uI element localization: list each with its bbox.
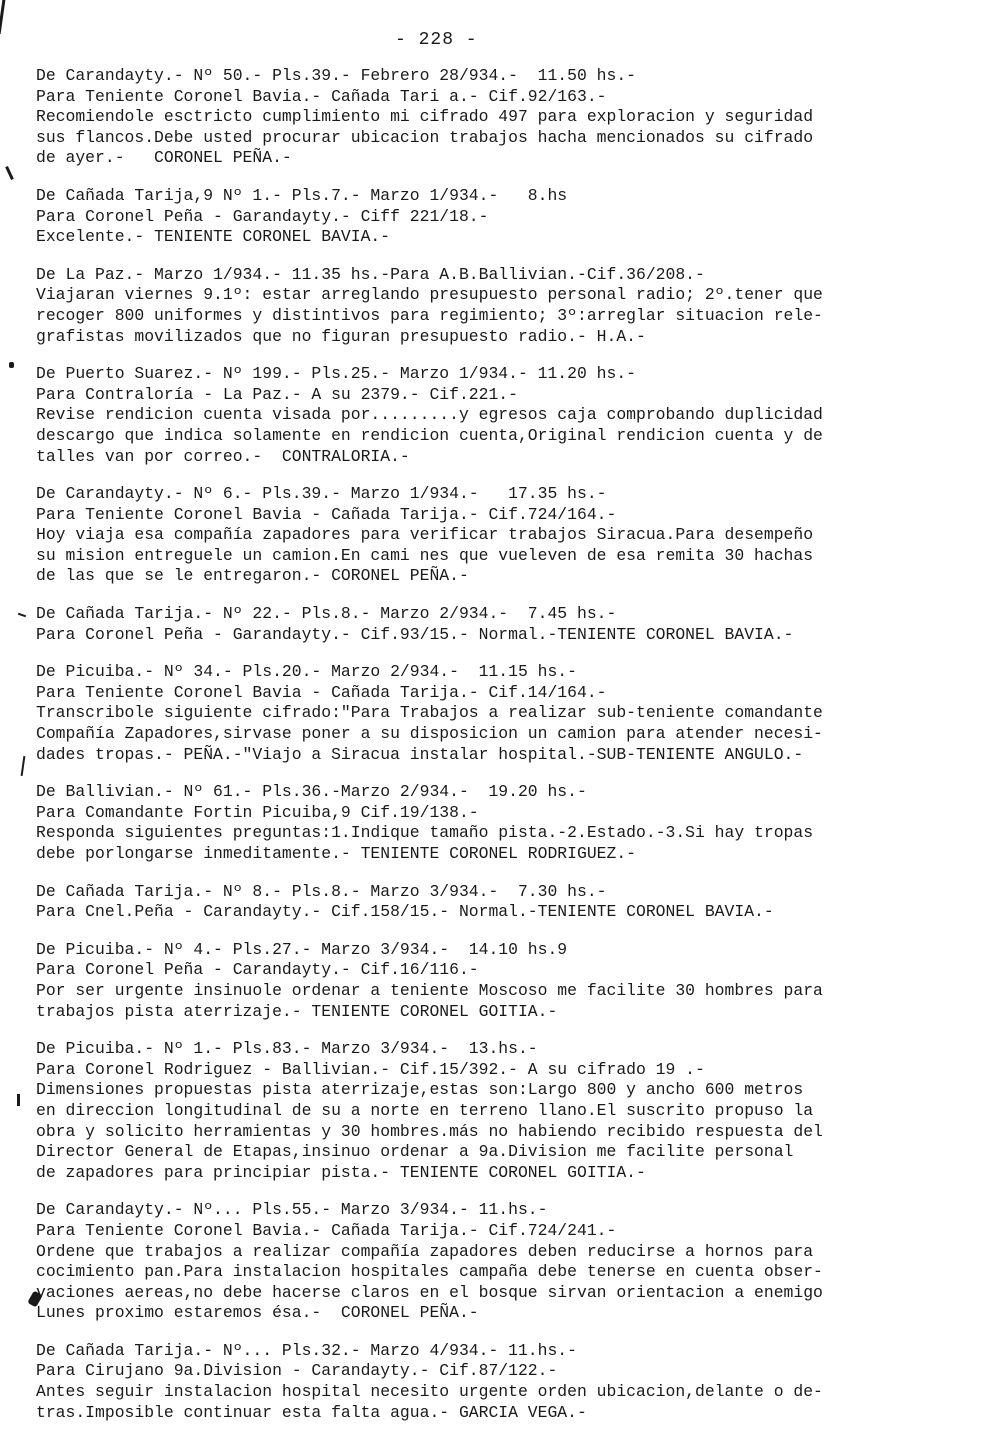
telegram-text-line: cocimiento pan.Para instalacion hospitales campaña debe tenerse en cuenta obser- (36, 1262, 823, 1282)
telegram-text-line: trabajos pista aterrizaje.- TENIENTE CORONEL GOITIA.- (36, 1001, 558, 1021)
telegram-entry (36, 265, 998, 347)
telegram-text-line: sus flancos.Debe usted procurar ubicacion trabajos hacha mencionados su cifrado (36, 127, 814, 147)
telegram-text-line: su mision entreguele un camion.En cami nes que vueleven de esa remita 30 hachas (36, 545, 814, 565)
telegram-header-line: De La Paz.- Marzo 1/934.- 11.35 hs.-Para A.B.Ballivian.-Cif.36/208.- (36, 264, 705, 284)
telegram-text-line: Compañía Zapadores,sirvase poner a su disposicion un camion para atender necesi- (36, 724, 823, 744)
telegram-text-line: de las que se le entregaron.- CORONEL PEÑA.- (36, 566, 469, 586)
telegram-text-line: Para Teniente Coronel Bavia - Cañada Tarija.- Cif.14/164.- (36, 682, 607, 702)
telegram-entry (36, 484, 998, 587)
telegram-text-line: Antes seguir instalacion hospital necesito urgente orden ubicacion,delante o de- (36, 1382, 823, 1402)
telegram-header-line: De Puerto Suarez.- Nº 199.- Pls.25.- Marzo 1/934.- 11.20 hs.- (36, 364, 636, 384)
telegram-text-line: Recomiendole esctricto cumplimiento mi cifrado 497 para exploracion y seguridad (36, 107, 814, 127)
margin-ink-mark (5, 166, 14, 180)
margin-ink-mark (9, 362, 14, 368)
telegram-entry (36, 1200, 998, 1324)
telegram-entry (36, 1039, 998, 1183)
telegram-entry (36, 662, 998, 765)
telegram-text-line: Excelente.- TENIENTE CORONEL BAVIA.- (36, 227, 391, 247)
telegram-text-line: Lunes proximo estaremos ésa.- CORONEL PEÑA.- (36, 1303, 479, 1323)
telegram-text-line: Para Coronel Peña - Garandayty.- Cif.93/15.- Normal.-TENIENTE CORONEL BAVIA.- (36, 624, 794, 644)
telegram-header-line: De Cañada Tarija.- Nº 8.- Pls.8.- Marzo 3/934.- 7.30 hs.- (36, 881, 607, 901)
telegram-text-line: recoger 800 uniformes y distintivos para regimiento; 3º:arreglar situacion rele- (36, 305, 823, 325)
telegram-text-line: de zapadores para principiar pista.- TENIENTE CORONEL GOITIA.- (36, 1162, 646, 1182)
telegram-header-line: De Carandayty.- Nº 50.- Pls.39.- Febrero 28/934.- 11.50 hs.- (36, 66, 636, 85)
telegram-text-line: Para Coronel Peña - Garandayty.- Ciff 221/18.- (36, 206, 489, 226)
telegram-text-line: obra y solicito herramientas y 30 hombres.más no habiendo recibido respuesta del (36, 1121, 823, 1141)
telegram-header-line: De Cañada Tarija,9 Nº 1.- Pls.7.- Marzo 1/934.- 8.hs (36, 185, 568, 205)
telegram-text-line: en direccion longitudinal de su a norte en terreno llano.El suscrito propuso la (36, 1100, 814, 1120)
telegram-text-line: Responda siguientes preguntas:1.Indique tamaño pista.-2.Estado.-3.Si hay tropas (36, 823, 814, 843)
telegram-header-line: De Cañada Tarija.- Nº 22.- Pls.8.- Marzo 2/934.- 7.45 hs.- (36, 604, 617, 624)
telegram-text-line: Para Comandante Fortin Picuiba,9 Cif.19/138.- (36, 802, 479, 822)
telegram-entry (36, 364, 998, 467)
margin-ink-mark (21, 756, 26, 776)
telegram-text-line: Para Teniente Coronel Bavia.- Cañada Tari a.- Cif.92/163.- (36, 86, 607, 106)
telegram-text-line: Para Coronel Rodriguez - Ballivian.- Cif.15/392.- A su cifrado 19 .- (36, 1059, 705, 1079)
telegram-text-line: grafistas movilizados que no figuran presupuesto radio.- H.A.- (36, 326, 646, 346)
telegram-text-line: Ordene que trabajos a realizar compañía zapadores deben reducirse a hornos para (36, 1241, 814, 1261)
page-number: - 228 - (395, 30, 478, 50)
telegram-text-line: Para Cirujano 9a.Division - Carandayty.- Cif.87/122.- (36, 1361, 558, 1381)
telegram-entry (36, 66, 998, 169)
telegram-header-line: De Carandayty.- Nº... Pls.55.- Marzo 3/934.- 11.hs.- (36, 1200, 548, 1220)
telegram-entry (36, 604, 998, 645)
telegram-header-line: De Picuiba.- Nº 1.- Pls.83.- Marzo 3/934.- 13.hs.- (36, 1039, 538, 1059)
telegram-text-line: Dimensiones propuestas pista aterrizaje,estas son:Largo 800 y ancho 600 metros (36, 1080, 804, 1100)
telegram-text-line: Hoy viaja esa compañía zapadores para verificar trabajos Siracua.Para desempeño (36, 525, 814, 545)
telegram-text-line: vaciones aereas,no debe hacerse claros en el bosque sirvan orientacion a enemigo (36, 1282, 823, 1302)
telegram-entry (36, 186, 998, 248)
telegram-text-line: descargo que indica solamente en rendicion cuenta,Original rendicion cuenta y de (36, 425, 823, 445)
telegram-text-line: dades tropas.- PEÑA.-"Viajo a Siracua instalar hospital.-SUB-TENIENTE ANGULO.- (36, 744, 804, 764)
telegram-entry (36, 782, 998, 864)
telegram-header-line: De Carandayty.- Nº 6.- Pls.39.- Marzo 1/934.- 17.35 hs.- (36, 484, 607, 504)
telegram-header-line: De Ballivian.- Nº 61.- Pls.36.-Marzo 2/934.- 19.20 hs.- (36, 782, 587, 802)
telegram-header-line: De Picuiba.- Nº 34.- Pls.20.- Marzo 2/934.- 11.15 hs.- (36, 662, 577, 682)
telegram-text-line: Por ser urgente insinuole ordenar a teniente Moscoso me facilite 30 hombres para (36, 980, 823, 1000)
telegram-text-line: Director General de Etapas,insinuo ordenar a 9a.Division me facilite personal (36, 1142, 794, 1162)
telegram-text-line: de ayer.- CORONEL PEÑA.- (36, 148, 292, 168)
margin-ink-mark (17, 1094, 20, 1106)
margin-ink-mark (0, 0, 5, 34)
telegram-entry (36, 882, 998, 923)
telegram-text-line: Para Teniente Coronel Bavia.- Cañada Tarija.- Cif.724/241.- (36, 1220, 617, 1240)
telegram-text-line: debe porlongarse inmeditamente.- TENIENTE CORONEL RODRIGUEZ.- (36, 844, 636, 863)
telegram-entry (36, 940, 998, 1022)
margin-ink-mark (18, 613, 26, 618)
telegram-text-line: Para Coronel Peña - Carandayty.- Cif.16/116.- (36, 960, 479, 980)
telegram-text-line: talles van por correo.- CONTRALORIA.- (36, 446, 410, 466)
telegram-text-line: Para Cnel.Peña - Carandayty.- Cif.158/15.- Normal.-TENIENTE CORONEL BAVIA.- (36, 902, 774, 922)
telegram-text-line: Viajaran viernes 9.1º: estar arreglando presupuesto personal radio; 2º.tener que (36, 285, 823, 305)
telegram-text-line: Para Contraloría - La Paz.- A su 2379.- Cif.221.- (36, 384, 518, 404)
telegram-text-line: Transcribole siguiente cifrado:"Para Trabajos a realizar sub-teniente comandante (36, 703, 823, 723)
telegram-text-line: tras.Imposible continuar esta falta agua.- GARCIA VEGA.- (36, 1402, 587, 1422)
telegram-header-line: De Picuiba.- Nº 4.- Pls.27.- Marzo 3/934.- 14.10 hs.9 (36, 939, 568, 959)
telegram-header-line: De Cañada Tarija.- Nº... Pls.32.- Marzo 4/934.- 11.hs.- (36, 1340, 577, 1360)
telegram-text-line: Para Teniente Coronel Bavia - Cañada Tarija.- Cif.724/164.- (36, 504, 617, 524)
telegram-text-line: Revise rendicion cuenta visada por.........y egresos caja comprobando duplicidad (36, 405, 823, 425)
telegram-list (36, 66, 998, 1439)
telegram-entry (36, 1341, 998, 1423)
